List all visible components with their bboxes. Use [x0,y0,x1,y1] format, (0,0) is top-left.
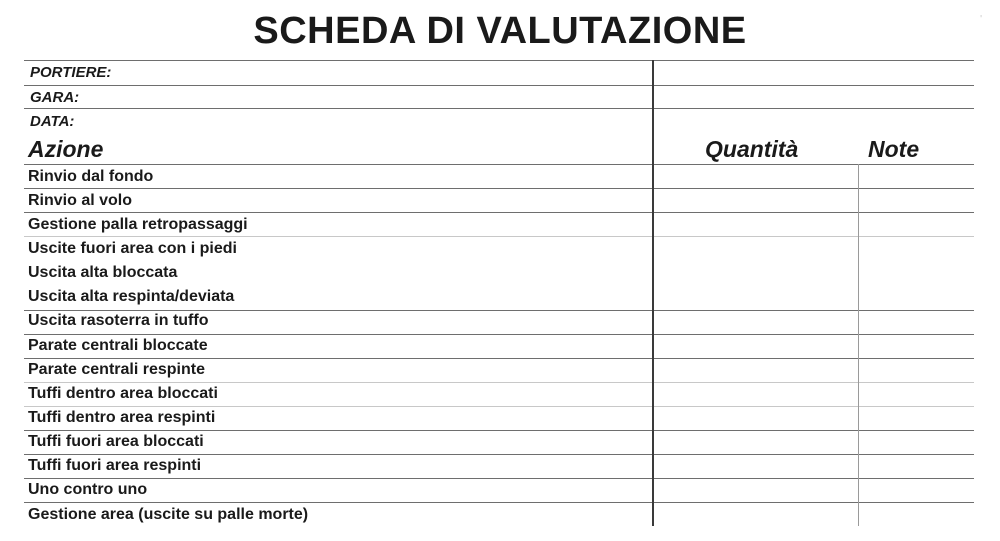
note-cell[interactable] [862,312,972,330]
rule-row-6 [24,310,974,311]
quantita-cell[interactable] [656,264,854,282]
rule-row-13 [24,478,974,479]
rule-row-7 [24,334,974,335]
quantita-cell[interactable] [656,192,854,210]
action-label: Uno contro uno [28,481,148,498]
note-cell[interactable] [862,288,972,306]
action-label: Tuffi dentro area respinti [28,409,216,426]
action-label: Rinvio dal fondo [28,168,154,185]
action-label: Tuffi fuori area bloccati [28,433,204,450]
corner-mark: ' [980,14,982,25]
azione-header: Azione [28,136,104,162]
quantita-cell[interactable] [656,288,854,306]
quantita-cell[interactable] [656,337,854,355]
action-label: Tuffi fuori area respinti [28,457,202,474]
quantita-cell[interactable] [656,385,854,403]
note-cell[interactable] [862,481,972,499]
rule-row-3 [24,236,974,237]
action-label: Tuffi dentro area bloccati [28,385,218,402]
action-label: Uscita alta respinta/deviata [28,288,235,305]
note-cell[interactable] [862,409,972,427]
action-label: Uscita rasoterra in tuffo [28,312,209,329]
action-label: Parate centrali respinte [28,361,205,378]
note-cell[interactable] [862,506,972,524]
note-cell[interactable] [862,361,972,379]
action-label: Gestione palla retropassaggi [28,216,248,233]
note-cell[interactable] [862,168,972,186]
quantita-cell[interactable] [656,481,854,499]
rule-row-2 [24,212,974,213]
quantita-cell[interactable] [656,168,854,186]
rule-row-14 [24,502,974,503]
rule-row-9 [24,382,974,383]
sheet-title: SCHEDA DI VALUTAZIONE [253,10,747,52]
note-cell[interactable] [862,192,972,210]
rule-azione [24,164,974,165]
column-divider-note [858,164,859,526]
column-divider-main [652,60,654,526]
rule-row-8 [24,358,974,359]
action-label: Uscita alta bloccata [28,264,178,281]
gara-label: GARA: [30,89,80,106]
rule-row-10 [24,406,974,407]
gara-value-cell[interactable] [110,89,648,107]
note-cell[interactable] [862,385,972,403]
data-value-cell[interactable] [110,113,648,131]
rule-row-1 [24,188,974,189]
rule-portiere [24,85,974,86]
portiere-value-cell[interactable] [140,64,648,82]
rule-row-12 [24,454,974,455]
quantita-cell[interactable] [656,361,854,379]
note-cell[interactable] [862,216,972,234]
action-label: Gestione area (uscite su palle morte) [28,506,309,523]
rule-row-11 [24,430,974,431]
rule-gara [24,108,974,109]
note-cell[interactable] [862,264,972,282]
quantita-cell[interactable] [656,506,854,524]
quantita-cell[interactable] [656,240,854,258]
data-label: DATA: [30,113,75,130]
quantita-cell[interactable] [656,312,854,330]
note-cell[interactable] [862,337,972,355]
note-cell[interactable] [862,433,972,451]
note-header: Note [868,136,920,162]
quantita-cell[interactable] [656,433,854,451]
action-label: Rinvio al volo [28,192,133,209]
action-label: Uscite fuori area con i piedi [28,240,237,257]
note-cell[interactable] [862,240,972,258]
quantita-cell[interactable] [656,409,854,427]
quantita-cell[interactable] [656,457,854,475]
action-label: Parate centrali bloccate [28,337,208,354]
quantita-cell[interactable] [656,216,854,234]
note-cell[interactable] [862,457,972,475]
quantita-header: Quantità [705,136,799,162]
portiere-label: PORTIERE: [30,64,112,81]
rule-top [24,60,974,61]
